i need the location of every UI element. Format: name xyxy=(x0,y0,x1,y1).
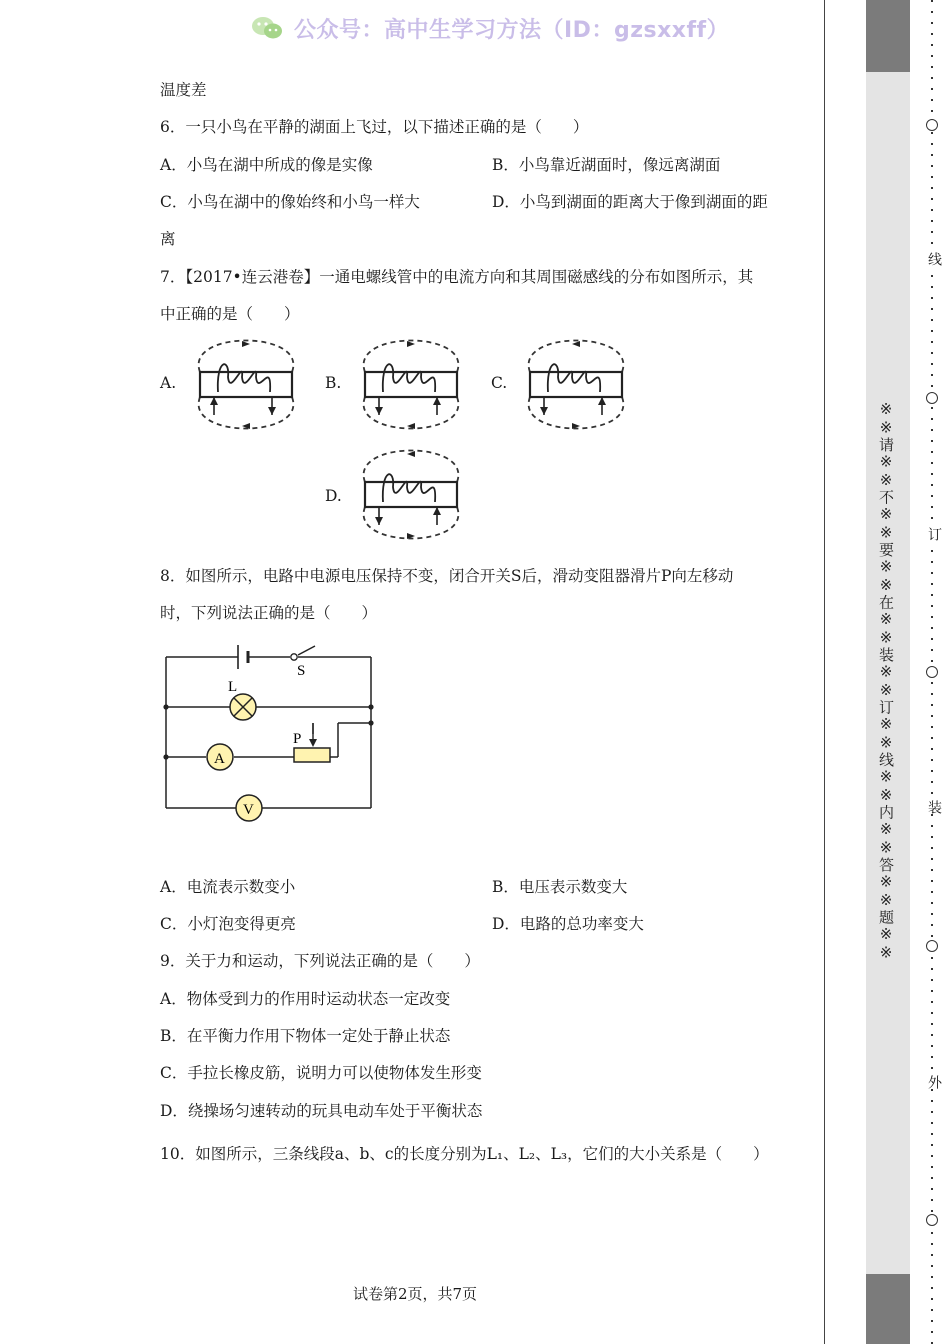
lamp-label: L xyxy=(228,679,238,695)
q9-option-d: D．绕操场匀速转动的玩具电动车处于平衡状态 xyxy=(160,1102,483,1120)
q8-circuit-diagram xyxy=(158,640,388,830)
voltmeter-label: V xyxy=(243,802,254,818)
wechat-icon xyxy=(250,14,286,42)
q6-option-c: C．小鸟在湖中的像始终和小鸟一样大 xyxy=(160,193,420,211)
q6-option-d-cont: 离 xyxy=(160,230,176,248)
q8-option-a: A．电流表示数变小 xyxy=(160,878,296,896)
q9-option-b: B．在平衡力作用下物体一定处于静止状态 xyxy=(160,1027,451,1045)
question-7-cont: 中正确的是（ ） xyxy=(160,305,300,323)
q7-label-c: C. xyxy=(491,374,508,392)
question-8: 8．如图所示，电路中电源电压保持不变，闭合开关S后，滑动变阻器滑片P向左移动 xyxy=(160,567,734,585)
page-footer: 试卷第2页，共7页 xyxy=(352,1285,478,1303)
q9-option-c: C．手拉长橡皮筋，说明力可以使物体发生形变 xyxy=(160,1064,482,1082)
question-9: 9．关于力和运动，下列说法正确的是（ ） xyxy=(160,952,480,970)
margin-border xyxy=(824,0,825,1344)
binding-hole xyxy=(926,940,938,952)
gray-block-top xyxy=(866,0,910,72)
question-6: 6．一只小鸟在平静的湖面上飞过，以下描述正确的是（ ） xyxy=(160,118,589,136)
slider-label: P xyxy=(293,731,302,747)
q8-option-d: D．电路的总功率变大 xyxy=(492,915,644,933)
q7-solenoid-c xyxy=(516,335,636,435)
header-text: 公众号：高中生学习方法（ID：gzsxxff） xyxy=(294,17,730,43)
q9-option-a: A．物体受到力的作用时运动状态一定改变 xyxy=(160,990,451,1008)
q7-solenoid-d xyxy=(351,445,471,545)
binding-char-bind: 装 xyxy=(926,800,942,814)
ammeter-label: A xyxy=(214,751,225,767)
header-watermark xyxy=(250,12,729,44)
warning-text: ※※请※※不※※要※※在※※装※※订※※线※※内※※答※※题※※ xyxy=(877,400,895,962)
q6-option-a: A．小鸟在湖中所成的像是实像 xyxy=(160,156,373,174)
switch-label: S xyxy=(297,663,306,679)
binding-char-order: 订 xyxy=(926,527,942,541)
q6-option-d: D．小鸟到湖面的距离大于像到湖面的距 xyxy=(492,193,768,211)
binding-hole xyxy=(926,666,938,678)
binding-char-outer: 外 xyxy=(926,1075,942,1089)
q6-option-b: B．小鸟靠近湖面时，像远离湖面 xyxy=(492,156,721,174)
question-8-cont: 时，下列说法正确的是（ ） xyxy=(160,604,378,622)
q7-label-a: A. xyxy=(160,374,177,392)
question-10: 10．如图所示，三条线段a、b、c的长度分别为L₁、L₂、L₃，它们的大小关系是（ ） xyxy=(160,1145,769,1163)
question-7: 7．【2017•连云港卷】一通电螺线管中的电流方向和其周围磁感线的分布如图所示，其 xyxy=(160,268,754,286)
text-line: 温度差 xyxy=(160,81,207,99)
binding-hole xyxy=(926,392,938,404)
binding-hole xyxy=(926,1214,938,1226)
q7-solenoid-a xyxy=(186,335,306,435)
q7-label-d: D. xyxy=(325,487,342,505)
q7-label-b: B. xyxy=(325,374,342,392)
q8-option-c: C．小灯泡变得更亮 xyxy=(160,915,296,933)
q7-solenoid-b xyxy=(351,335,471,435)
q8-option-b: B．电压表示数变大 xyxy=(492,878,628,896)
binding-hole xyxy=(926,119,938,131)
binding-char-line: 线 xyxy=(926,252,942,266)
gray-block-bottom xyxy=(866,1274,910,1344)
